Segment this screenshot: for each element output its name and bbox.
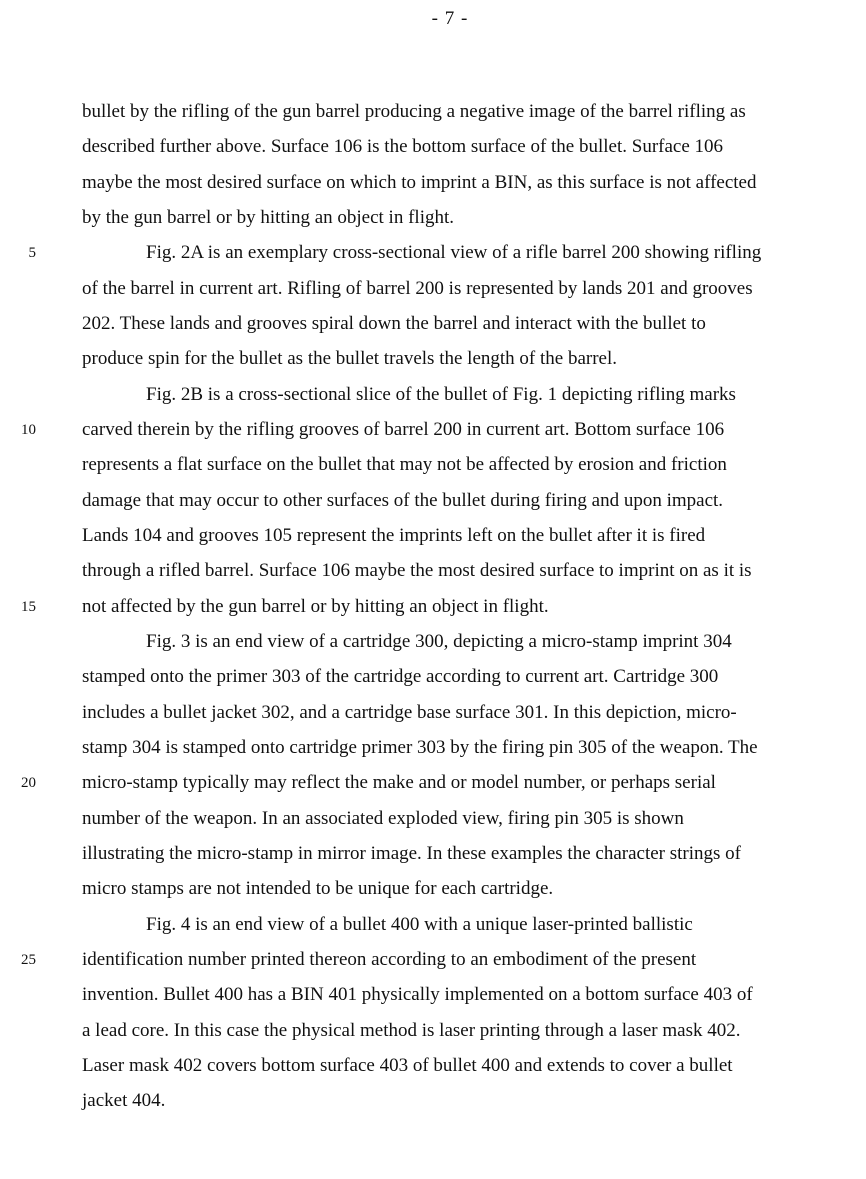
text-line: stamped onto the primer 303 of the cartridge according to current art. Cartridge 300 — [82, 666, 719, 687]
text-line: micro-stamp typically may reflect the make and or model number, or perhaps serial — [82, 772, 716, 793]
text-line: number of the weapon. In an associated exploded view, firing pin 305 is shown — [82, 808, 684, 829]
text-line: maybe the most desired surface on which to imprint a BIN, as this surface is not affected — [82, 172, 757, 193]
text-line: stamp 304 is stamped onto cartridge primer 303 by the firing pin 305 of the weapon. The — [82, 737, 758, 758]
text-line: produce spin for the bullet as the bullet travels the length of the barrel. — [82, 348, 617, 369]
line-number: 5 — [28, 245, 36, 261]
text-line: not affected by the gun barrel or by hitting an object in flight. — [82, 596, 549, 617]
text-line: invention. Bullet 400 has a BIN 401 physically implemented on a bottom surface 403 of — [82, 984, 753, 1005]
page-number: - 7 - — [431, 8, 469, 29]
text-line: illustrating the micro-stamp in mirror image. In these examples the character strings of — [82, 843, 741, 864]
line-number: 25 — [21, 952, 36, 968]
paragraph-first-line: Fig. 4 is an end view of a bullet 400 with a unique laser-printed ballistic — [146, 914, 693, 935]
text-line: 202. These lands and grooves spiral down the barrel and interact with the bullet to — [82, 313, 706, 334]
text-line: represents a flat surface on the bullet that may not be affected by erosion and friction — [82, 454, 727, 475]
paragraph-first-line: Fig. 2A is an exemplary cross-sectional view of a rifle barrel 200 showing rifling — [146, 242, 762, 263]
line-number: 20 — [21, 775, 36, 791]
text-line: through a rifled barrel. Surface 106 maybe the most desired surface to imprint on as it is — [82, 560, 752, 581]
text-line: Lands 104 and grooves 105 represent the imprints left on the bullet after it is fired — [82, 525, 706, 546]
text-line: Laser mask 402 covers bottom surface 403 of bullet 400 and extends to cover a bullet — [82, 1055, 733, 1076]
paragraph-first-line: Fig. 3 is an end view of a cartridge 300, depicting a micro-stamp imprint 304 — [146, 631, 732, 652]
text-line: bullet by the rifling of the gun barrel producing a negative image of the barrel rifling as — [82, 101, 746, 122]
text-line: of the barrel in current art. Rifling of barrel 200 is represented by lands 201 and grooves — [82, 278, 753, 299]
text-line: a lead core. In this case the physical method is laser printing through a laser mask 402. — [82, 1020, 741, 1041]
text-line: identification number printed thereon according to an embodiment of the present — [82, 949, 697, 970]
text-line: described further above. Surface 106 is the bottom surface of the bullet. Surface 106 — [82, 136, 724, 157]
text-line: by the gun barrel or by hitting an object in flight. — [82, 207, 455, 228]
text-line: jacket 404. — [82, 1090, 166, 1111]
text-line: damage that may occur to other surfaces of the bullet during firing and upon impact. — [82, 490, 724, 511]
text-line: includes a bullet jacket 302, and a cartridge base surface 301. In this depiction, micro- — [82, 702, 737, 723]
line-number: 15 — [21, 599, 36, 615]
line-number: 10 — [21, 422, 36, 438]
text-line: micro stamps are not intended to be unique for each cartridge. — [82, 878, 554, 899]
text-line: carved therein by the rifling grooves of barrel 200 in current art. Bottom surface 106 — [82, 419, 725, 440]
paragraph-first-line: Fig. 2B is a cross-sectional slice of the bullet of Fig. 1 depicting rifling marks — [146, 384, 736, 405]
